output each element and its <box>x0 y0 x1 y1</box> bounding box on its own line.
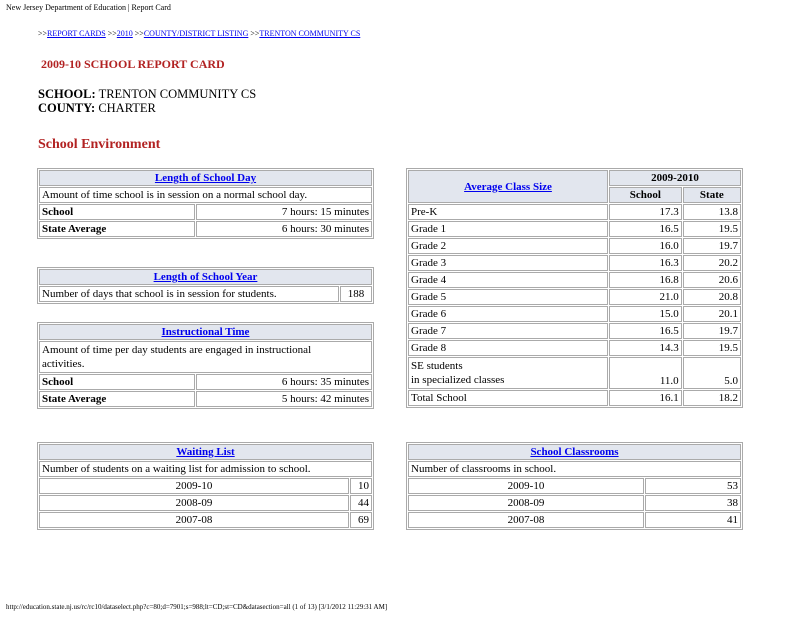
waiting-list-desc: Number of students on a waiting list for admission to school. <box>39 461 372 477</box>
table-row <box>408 495 741 511</box>
length-of-school-year-value: 188 <box>340 286 372 302</box>
grade-label: Grade 7 <box>408 323 608 339</box>
se-line-2: in specialized classes <box>411 374 505 386</box>
grade-label: Pre-K <box>408 204 608 220</box>
average-class-size-header <box>408 170 608 203</box>
grade-label: Grade 8 <box>408 340 608 356</box>
school-value: 21.0 <box>609 289 682 305</box>
waiting-list-link[interactable]: Waiting List <box>176 446 235 458</box>
row-label: School <box>39 374 195 390</box>
breadcrumb-link-county-district[interactable]: COUNTY/DISTRICT LISTING <box>143 29 249 38</box>
school-value: 16.5 <box>609 221 682 237</box>
average-class-size-link[interactable]: Average Class Size <box>464 180 552 193</box>
state-value: 20.8 <box>683 289 741 305</box>
row-label: School <box>39 204 195 220</box>
row-value: 10 <box>350 478 372 494</box>
state-value: 18.2 <box>683 390 741 406</box>
table-row <box>408 221 741 237</box>
table-row <box>39 221 372 237</box>
school-value: 14.3 <box>609 340 682 356</box>
table-row <box>39 495 372 511</box>
length-of-school-year-header <box>39 269 372 285</box>
state-value: 19.5 <box>683 221 741 237</box>
state-value: 19.7 <box>683 323 741 339</box>
row-year: 2007-08 <box>408 512 644 528</box>
state-value: 20.1 <box>683 306 741 322</box>
grade-label: Grade 6 <box>408 306 608 322</box>
grade-label: Grade 3 <box>408 255 608 271</box>
breadcrumb-link-report-cards[interactable]: REPORT CARDS <box>47 29 106 38</box>
length-of-school-day-header <box>39 170 372 186</box>
county-label: COUNTY: <box>38 101 96 115</box>
row-value: 44 <box>350 495 372 511</box>
school-label: SCHOOL: <box>38 87 96 101</box>
report-title: 2009-10 SCHOOL REPORT CARD <box>41 57 225 71</box>
row-value: 53 <box>645 478 741 494</box>
state-value: 20.6 <box>683 272 741 288</box>
breadcrumb-link-school[interactable]: TRENTON COMMUNITY CS <box>259 29 361 38</box>
row-year: 2008-09 <box>408 495 644 511</box>
state-value: 5.0 <box>683 357 741 389</box>
average-class-size-table <box>406 168 743 408</box>
row-value: 38 <box>645 495 741 511</box>
length-of-school-day-link[interactable]: Length of School Day <box>154 172 257 184</box>
row-value: 69 <box>350 512 372 528</box>
table-row <box>408 478 741 494</box>
table-row <box>408 204 741 220</box>
breadcrumb-separator: >> <box>38 29 48 38</box>
table-row <box>408 512 741 528</box>
breadcrumb <box>38 29 360 38</box>
total-school-label: Total School <box>408 390 608 406</box>
state-value: 19.7 <box>683 238 741 254</box>
table-row <box>408 255 741 271</box>
table-row <box>39 204 372 220</box>
instructional-time-header <box>39 324 372 340</box>
breadcrumb-separator: >> <box>250 29 260 38</box>
school-value: 17.3 <box>609 204 682 220</box>
waiting-list-table <box>37 442 374 530</box>
length-of-school-year-desc: Number of days that school is in session for students. <box>39 286 339 302</box>
table-row <box>408 323 741 339</box>
table-row <box>408 340 741 356</box>
school-classrooms-link[interactable]: School Classrooms <box>530 446 619 458</box>
table-row <box>39 512 372 528</box>
se-line-1: SE students <box>411 360 463 372</box>
grade-label: Grade 1 <box>408 221 608 237</box>
state-value: 19.5 <box>683 340 741 356</box>
grade-label: Grade 5 <box>408 289 608 305</box>
school-value: 16.8 <box>609 272 682 288</box>
row-value: 6 hours: 35 minutes <box>196 374 372 390</box>
school-classrooms-header <box>408 444 741 460</box>
length-of-school-day-desc: Amount of time school is in session on a normal school day. <box>39 187 372 203</box>
school-value: 11.0 <box>609 357 682 389</box>
table-row <box>408 238 741 254</box>
school-value: 16.5 <box>609 323 682 339</box>
grade-label: Grade 4 <box>408 272 608 288</box>
breadcrumb-link-2010[interactable]: 2010 <box>116 29 133 38</box>
length-of-school-day-table <box>37 168 374 239</box>
school-info <box>38 87 256 115</box>
table-row <box>408 272 741 288</box>
row-value: 7 hours: 15 minutes <box>196 204 372 220</box>
school-value: 16.0 <box>609 238 682 254</box>
row-label: State Average <box>39 391 195 407</box>
grade-label: Grade 2 <box>408 238 608 254</box>
instructional-time-table <box>37 322 374 409</box>
instructional-time-desc: Amount of time per day students are engaged in instructional activities. <box>39 341 372 373</box>
row-year: 2008-09 <box>39 495 349 511</box>
waiting-list-header <box>39 444 372 460</box>
col-header-school: School <box>609 187 682 203</box>
row-value: 41 <box>645 512 741 528</box>
school-name: TRENTON COMMUNITY CS <box>98 87 257 101</box>
row-year: 2009-10 <box>408 478 644 494</box>
state-value: 20.2 <box>683 255 741 271</box>
row-year: 2009-10 <box>39 478 349 494</box>
school-value: 15.0 <box>609 306 682 322</box>
instructional-time-link[interactable]: Instructional Time <box>161 326 250 338</box>
table-row <box>39 286 372 302</box>
table-row <box>408 357 741 389</box>
table-row <box>408 390 741 406</box>
school-value: 16.3 <box>609 255 682 271</box>
year-header: 2009-2010 <box>609 170 741 186</box>
school-value: 16.1 <box>609 390 682 406</box>
table-row <box>39 374 372 390</box>
page-footer-url: http://education.state.nj.us/rc/rc10/dataselect.php?c=80;d=7901;s=988;lt=CD;st=CD&datasection=all (1 of 13) [3/1/2012 11:29:31 AM] <box>6 603 388 611</box>
row-value: 5 hours: 42 minutes <box>196 391 372 407</box>
section-title: School Environment <box>38 137 161 152</box>
se-students-label <box>408 357 608 389</box>
school-classrooms-table <box>406 442 743 530</box>
breadcrumb-separator: >> <box>107 29 117 38</box>
table-row <box>39 391 372 407</box>
col-header-state: State <box>683 187 741 203</box>
row-value: 6 hours: 30 minutes <box>196 221 372 237</box>
row-label: State Average <box>39 221 195 237</box>
table-row <box>408 306 741 322</box>
state-value: 13.8 <box>683 204 741 220</box>
county-name: CHARTER <box>98 101 156 115</box>
window-title: New Jersey Department of Education | Report Card <box>6 3 171 12</box>
school-classrooms-desc: Number of classrooms in school. <box>408 461 741 477</box>
table-row <box>39 478 372 494</box>
length-of-school-year-link[interactable]: Length of School Year <box>153 271 258 283</box>
row-year: 2007-08 <box>39 512 349 528</box>
table-row <box>408 289 741 305</box>
breadcrumb-separator: >> <box>134 29 144 38</box>
length-of-school-year-table <box>37 267 374 304</box>
